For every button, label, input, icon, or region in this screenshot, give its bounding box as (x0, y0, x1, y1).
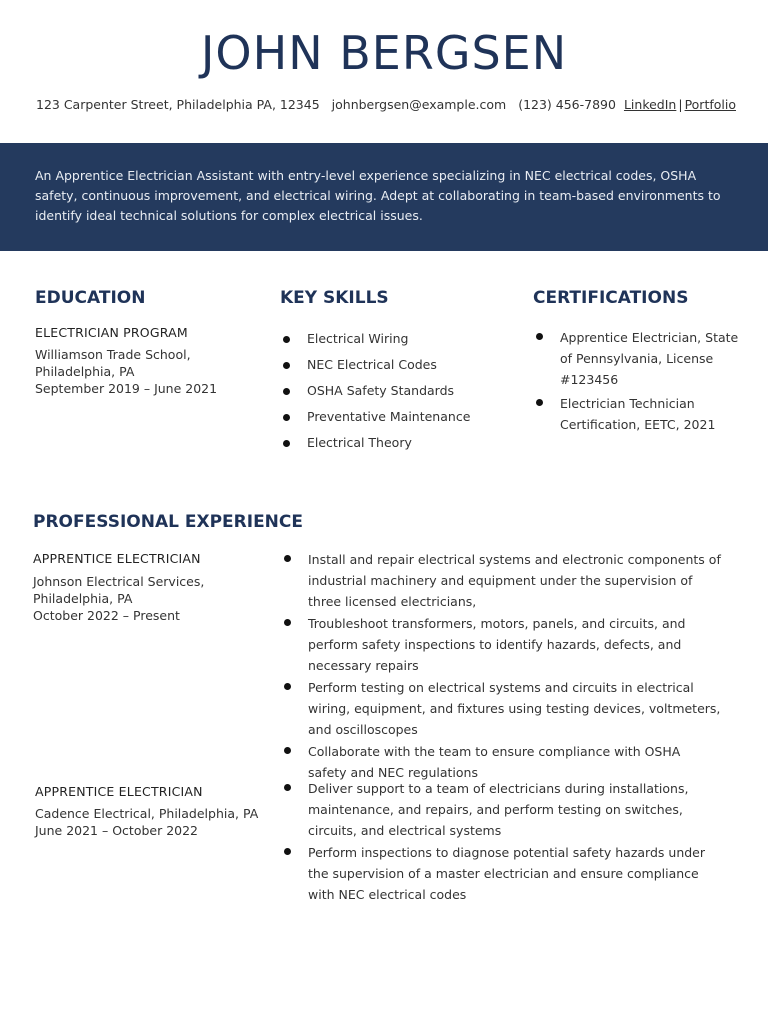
job-location: Philadelphia, PA (33, 591, 133, 606)
certifications-list (534, 327, 739, 438)
job-bullet: Deliver support to a team of electricians during installations, maintenance, and repairs, and perform testing on switches, circuits, and electrical systems (282, 778, 722, 841)
certifications-heading: CERTIFICATIONS (533, 288, 689, 308)
summary-text: An Apprentice Electrician Assistant with entry-level experience specializing in NEC electrical codes, OSHA safety, continuous improvement, and electrical wiring. Adept at collaborating in team-based environments to identify ideal technical solutions for complex electrical issues. (35, 168, 721, 223)
skill-item: Preventative Maintenance (281, 408, 481, 434)
job-bullet: Troubleshoot transformers, motors, panels, and circuits, and perform safety inspections to identify hazards, defects, and necessary repairs (282, 613, 722, 676)
job-bullet: Install and repair electrical systems and electronic components of industrial machinery and equipment under the supervision of three licensed electricians, (282, 549, 722, 612)
job-title: APPRENTICE ELECTRICIAN (35, 784, 203, 799)
job-bullet: Perform inspections to diagnose potential safety hazards under the supervision of a master electrician and ensure compliance with NEC electrical codes (282, 842, 722, 905)
link-separator: | (678, 97, 683, 112)
education-school: Williamson Trade School, (35, 347, 191, 362)
address: 123 Carpenter Street, Philadelphia PA, 12345 (36, 97, 320, 112)
job-bullets (282, 549, 722, 784)
phone: (123) 456-7890 (518, 97, 616, 112)
experience-heading: PROFESSIONAL EXPERIENCE (33, 512, 303, 532)
skill-item: OSHA Safety Standards (281, 382, 481, 408)
education-location: Philadelphia, PA (35, 364, 135, 379)
job-bullets (282, 778, 722, 906)
email[interactable]: johnbergsen@example.com (331, 97, 507, 112)
certification-item: Electrician Technician Certification, EETC, 2021 (534, 393, 739, 435)
linkedin-link[interactable]: LinkedIn (623, 97, 677, 112)
skill-item: Electrical Wiring (281, 330, 481, 356)
skills-list (281, 330, 481, 460)
candidate-name: JOHN BERGSEN (200, 26, 568, 80)
education-program: ELECTRICIAN PROGRAM (35, 325, 188, 340)
skill-item: Electrical Theory (281, 434, 481, 460)
education-dates: September 2019 – June 2021 (35, 381, 218, 396)
job-dates: June 2021 – October 2022 (35, 823, 199, 838)
job-company: Johnson Electrical Services, (33, 574, 205, 589)
skill-item: NEC Electrical Codes (281, 356, 481, 382)
job-company: Cadence Electrical, Philadelphia, PA (35, 806, 259, 821)
job-bullet: Perform testing on electrical systems and circuits in electrical wiring, equipment, and fixtures using testing devices, voltmeters, and oscilloscopes (282, 677, 722, 740)
education-heading: EDUCATION (35, 288, 146, 308)
skills-heading: KEY SKILLS (280, 288, 389, 308)
contact-line (0, 97, 768, 112)
certification-item: Apprentice Electrician, State of Pennsylvania, License #123456 (534, 327, 739, 390)
job-title: APPRENTICE ELECTRICIAN (33, 551, 201, 566)
job-bullet: Collaborate with the team to ensure compliance with OSHA safety and NEC regulations (282, 741, 722, 783)
job-dates: October 2022 – Present (33, 608, 180, 623)
portfolio-link[interactable]: Portfolio (684, 97, 736, 112)
